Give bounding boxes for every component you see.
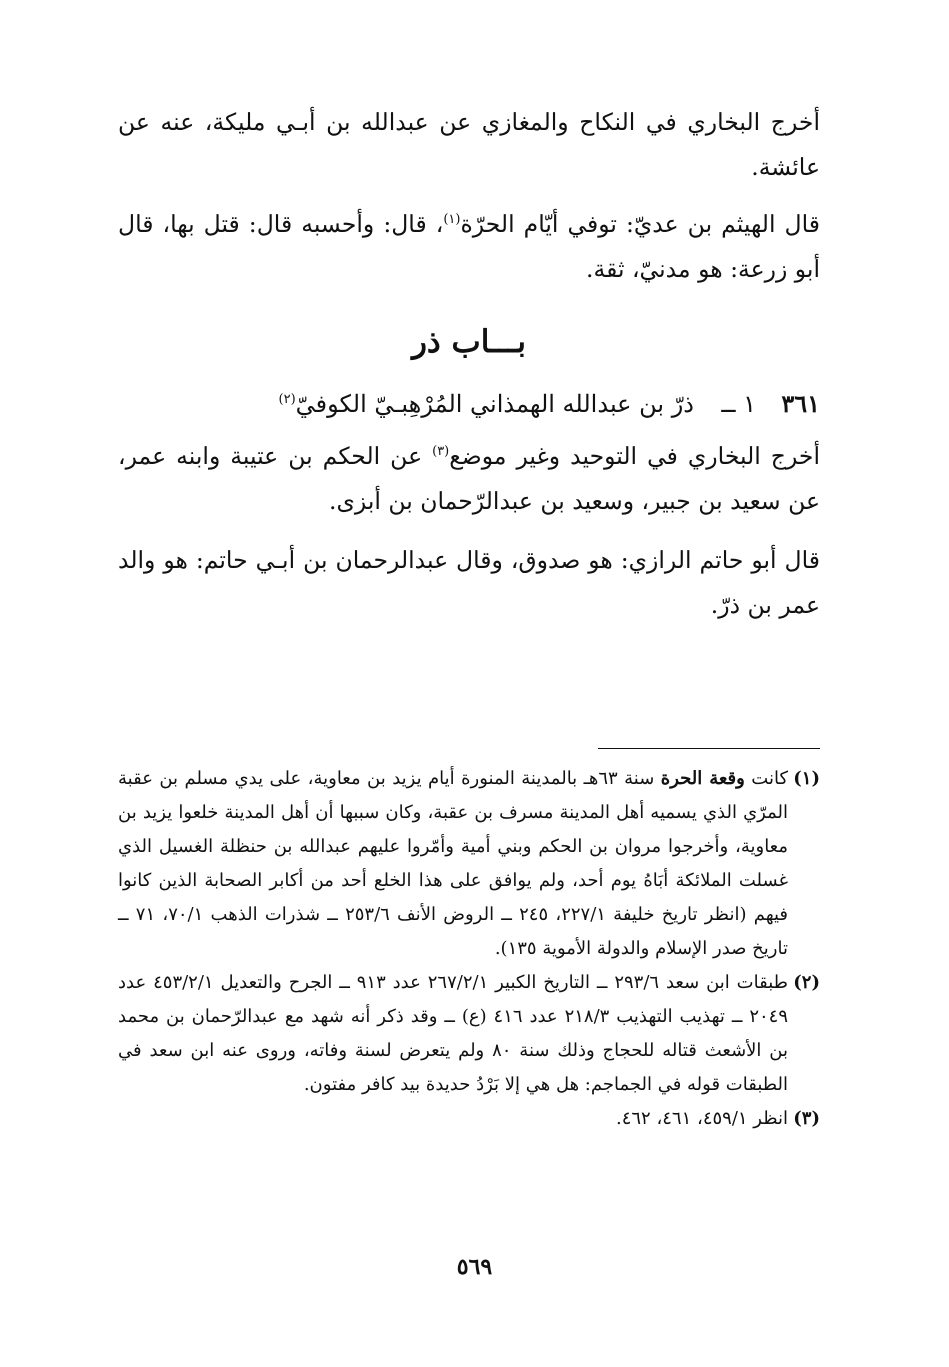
entry-number: ٣٦١ [781, 389, 820, 418]
narrator-name: ذرّ بن عبدالله الهمذاني المُرْهِبـيّ الكوفيّ [295, 390, 694, 418]
paragraph-text: قال أبو حاتم الرازي: هو صدوق، وقال عبدالرحمان بن أبـي حاتم: هو والد عمر بن ذرّ. [118, 546, 820, 619]
paragraph-bukhari-narration [118, 100, 820, 190]
page-number: ٥٦٩ [456, 1254, 493, 1280]
footnote-lead: كانت [744, 768, 789, 789]
footnote-ref-2[interactable]: (٢) [278, 392, 296, 407]
paragraph-text: أخرج البخاري في النكاح والمغازي عن عبدالله بن أبـي مليكة، عنه عن عائشة. [118, 108, 820, 181]
paragraph-text: قال الهيثم بن عديّ: توفي أيّام الحرّة [460, 210, 820, 238]
paragraph-abu-hatim [118, 538, 820, 628]
footnote-2 [118, 966, 820, 1102]
footnote-text: انظر ٤٥٩/١، ٤٦١، ٤٦٢. [615, 1108, 788, 1129]
footnote-separator [598, 748, 820, 749]
entry-sequence: ١ ــ [721, 390, 756, 418]
entry-header [118, 384, 820, 424]
section-heading: بـــاب ذر [411, 324, 527, 360]
entry-name [118, 384, 694, 424]
main-text [118, 100, 820, 628]
paragraph-text: ، قال: وأحسبه قال: قتل بها، قال أبو زرعة: هو مدنيّ، ثقة. [118, 210, 820, 283]
footnote-3 [118, 1102, 820, 1136]
paragraph-text: عن الحكم بن عتيبة وابنه عمر، عن سعيد بن جبير، وسعيد بن عبدالرّحمان بن أبزى. [118, 442, 820, 515]
footnote-bold-term: وقعة الحرة [660, 768, 745, 789]
paragraph-haytham [118, 202, 820, 292]
footnote-text: طبقات ابن سعد ٢٩٣/٦ ــ التاريخ الكبير ٢٦٧/٢/١ عدد ٩١٣ ــ الجرح والتعديل ٤٥٣/٢/١ عدد ٢٠٤٩ ــ تهذيب التهذيب ٢١٨/٣ عدد ٤١٦ (ع) ــ وقد ذكر أنه شهد مع عبدالرّحمان بن محمد بن الأشعث قتاله للحجاج وذلك سنة ٨٠ ولم يتعرض لسنة وفاته، وروى عنه ابن سعد في الطبقات قوله في الجماجم: هل هي إلا بَرْدُ حديدة بيد كافر مفتون. [118, 972, 788, 1095]
footnote-text [118, 762, 788, 966]
footnote-ref-1[interactable]: (١) [443, 212, 461, 228]
footnotes [118, 762, 820, 1136]
footnote-body: سنة ٦٣هـ بالمدينة المنورة أيام يزيد بن معاوية، على يدي مسلم بن عقبة المرّي الذي يسميه أهل المدينة مسرف بن عقبة، وكان سببها أن أهل المدينة خلعوا يزيد بن معاوية، وأخرجوا مروان بن الحكم وبني أمية وأمّروا عليهم عبدالله بن حنظلة الغسيل الذي غسلت الملائكة أبَاهُ يوم أحد، ولم يوافق على هذا الخلع أحد من أكابر الصحابة الذين كانوا فيهم (انظر تاريخ خليفة ٢٢٧/١، ٢٤٥ ــ الروض الأنف ٢٥٣/٦ ــ شذرات الذهب ٧٠/١، ٧١ ــ تاريخ صدر الإسلام والدولة الأموية ١٣٥). [118, 768, 789, 959]
footnote-ref-3[interactable]: (٣) [432, 444, 450, 460]
footnote-1 [118, 762, 820, 966]
paragraph-entry-narration [118, 434, 820, 524]
footnote-marker: (١) [793, 768, 820, 789]
footnote-marker: (٣) [793, 1108, 820, 1129]
paragraph-text: أخرج البخاري في التوحيد وغير موضع [449, 442, 820, 470]
footnote-marker: (٢) [793, 972, 820, 993]
